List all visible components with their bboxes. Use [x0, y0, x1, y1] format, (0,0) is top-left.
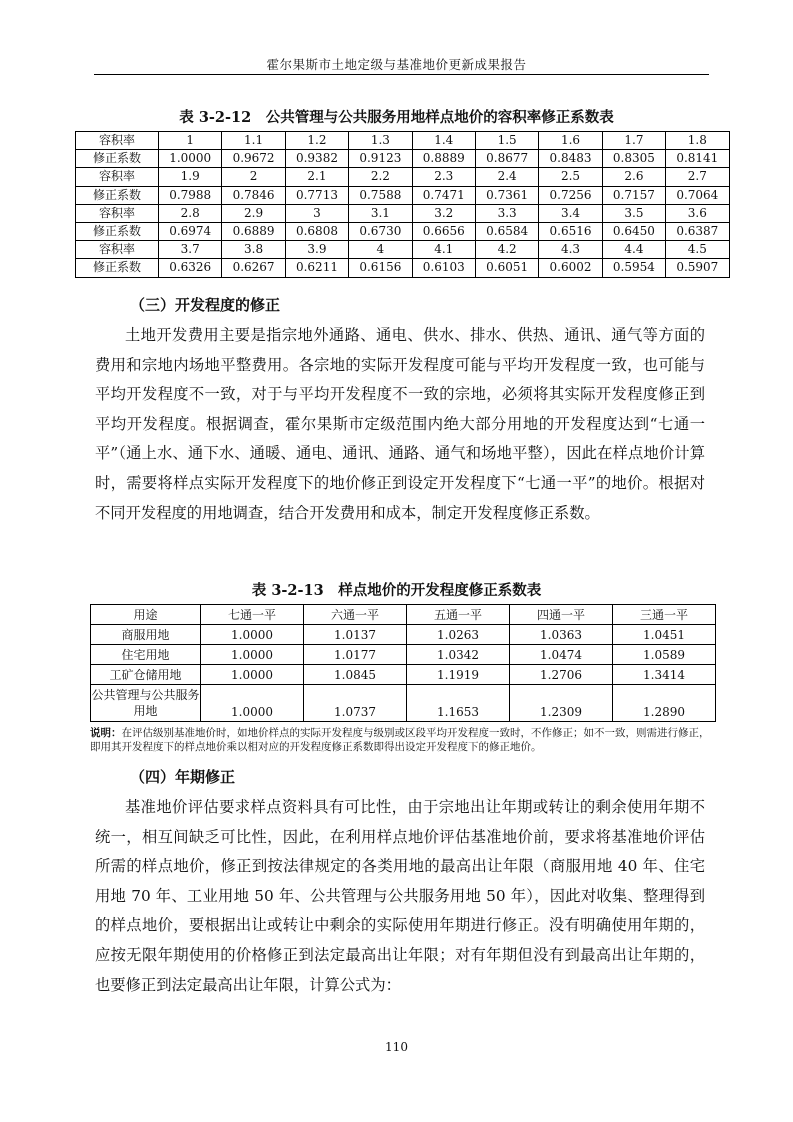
table-cell: 1.0845	[304, 665, 407, 685]
table-cell: 0.6051	[475, 259, 538, 277]
column-header: 五通一平	[407, 605, 510, 625]
table-cell: 0.7988	[159, 186, 222, 204]
section3-paragraph: 土地开发费用主要是指宗地外通路、通电、供水、排水、供热、通讯、通气等方面的费用和宗地内场地平整费用。各宗地的实际开发程度可能与平均开发程度一致，也可能与平均开发程度不一致，对于与平均开发程度不一致的宗地，必须将其实际开发程度修正到平均开发程度。根据调查，霍尔果斯市定级范围内绝大部分用地的开发程度达到“七通一平”（通上水、通下水、通暖、通电、通讯、通路、通气和场地平整），因此在样点地价计算时，需要将样点实际开发程度下的地价修正到设定开发程度下“七通一平”的地价。根据对不同开发程度的用地调查，结合开发费用和成本，制定开发程度修正系数。	[95, 326, 705, 522]
table-row	[91, 645, 716, 665]
table-cell: 1.0000	[201, 685, 304, 722]
table-cell: 0.6584	[475, 222, 538, 240]
table-cell: 1.0000	[201, 645, 304, 665]
table-cell: 1.4	[412, 132, 475, 150]
table-cell: 3	[285, 204, 348, 222]
table-cell: 2.9	[222, 204, 285, 222]
table-cell: 0.8677	[475, 150, 538, 168]
table-row	[76, 241, 730, 259]
table-cell: 0.6450	[602, 222, 665, 240]
table-cell: 4.1	[412, 241, 475, 259]
table-cell: 0.7588	[349, 186, 412, 204]
table-cell: 0.7361	[475, 186, 538, 204]
table-row	[76, 150, 730, 168]
table-cell: 2.1	[285, 168, 348, 186]
table-cell: 0.8141	[666, 150, 729, 168]
table-cell: 1.0737	[304, 685, 407, 722]
header-rule	[94, 74, 709, 75]
table-cell: 0.5907	[666, 259, 729, 277]
page-number: 110	[385, 1040, 408, 1054]
table-cell: 0.9672	[222, 150, 285, 168]
table-cell: 1.2706	[510, 665, 613, 685]
table-cell: 1.8	[666, 132, 729, 150]
table-cell: 1.6	[539, 132, 602, 150]
table-cell: 1.3414	[613, 665, 716, 685]
development-degree-table	[90, 604, 716, 722]
note-label: 说明：	[90, 727, 122, 739]
table-cell: 1.1	[222, 132, 285, 150]
table-cell: 1.0000	[201, 625, 304, 645]
table-row	[76, 168, 730, 186]
table-cell: 0.9382	[285, 150, 348, 168]
table-header-row	[91, 605, 716, 625]
table-cell: 3.2	[412, 204, 475, 222]
table-cell: 1.1919	[407, 665, 510, 685]
table-cell: 2.7	[666, 168, 729, 186]
table-cell: 1.0342	[407, 645, 510, 665]
table-cell: 3.8	[222, 241, 285, 259]
table-cell: 2.2	[349, 168, 412, 186]
table-cell: 0.7256	[539, 186, 602, 204]
column-header: 七通一平	[201, 605, 304, 625]
table-cell: 1.0263	[407, 625, 510, 645]
land-use-cell: 商服用地	[91, 625, 201, 645]
row-label-cell: 容积率	[76, 132, 159, 150]
land-use-cell: 住宅用地	[91, 645, 201, 665]
land-use-cell: 工矿仓储用地	[91, 665, 201, 685]
table-cell: 1.0000	[201, 665, 304, 685]
table-row	[76, 204, 730, 222]
table-cell: 3.6	[666, 204, 729, 222]
table-row	[91, 625, 716, 645]
table-cell: 1.0589	[613, 645, 716, 665]
table-cell: 0.6656	[412, 222, 475, 240]
column-header: 三通一平	[613, 605, 716, 625]
table-cell: 0.7846	[222, 186, 285, 204]
table-cell: 0.6730	[349, 222, 412, 240]
table-cell: 0.6267	[222, 259, 285, 277]
table-cell: 1	[159, 132, 222, 150]
table-cell: 3.7	[159, 241, 222, 259]
table-cell: 0.6974	[159, 222, 222, 240]
table-cell: 0.7064	[666, 186, 729, 204]
table-cell: 0.7713	[285, 186, 348, 204]
column-header: 六通一平	[304, 605, 407, 625]
table-cell: 4.2	[475, 241, 538, 259]
table2-caption: 表 3-2-13 样点地价的开发程度修正系数表	[251, 582, 542, 599]
table-cell: 0.5954	[602, 259, 665, 277]
table-cell: 0.6326	[159, 259, 222, 277]
table-cell: 0.8889	[412, 150, 475, 168]
table-cell: 2.3	[412, 168, 475, 186]
table-cell: 3.3	[475, 204, 538, 222]
table-cell: 0.8305	[602, 150, 665, 168]
table-row	[76, 222, 730, 240]
row-label-cell: 修正系数	[76, 186, 159, 204]
table-cell: 0.6889	[222, 222, 285, 240]
table-row	[91, 665, 716, 685]
table-cell: 0.6387	[666, 222, 729, 240]
table-cell: 1.1653	[407, 685, 510, 722]
table-cell: 1.5	[475, 132, 538, 150]
table-row	[76, 259, 730, 277]
section4-heading: （四）年期修正	[130, 768, 236, 786]
land-use-cell: 公共管理与公共服务用地	[91, 685, 201, 722]
row-label-cell: 容积率	[76, 168, 159, 186]
table-cell: 3.4	[539, 204, 602, 222]
table-cell: 2.8	[159, 204, 222, 222]
table-cell: 1.2	[285, 132, 348, 150]
table-cell: 1.0474	[510, 645, 613, 665]
table-cell: 4.5	[666, 241, 729, 259]
table-cell: 3.1	[349, 204, 412, 222]
far-correction-table	[75, 131, 730, 278]
row-label-cell: 容积率	[76, 241, 159, 259]
table-cell: 4.4	[602, 241, 665, 259]
table-cell: 2.4	[475, 168, 538, 186]
table-cell: 2.6	[602, 168, 665, 186]
table-row	[76, 132, 730, 150]
table-cell: 1.0137	[304, 625, 407, 645]
row-label-cell: 修正系数	[76, 259, 159, 277]
table-cell: 0.9123	[349, 150, 412, 168]
column-header: 四通一平	[510, 605, 613, 625]
table-cell: 1.2309	[510, 685, 613, 722]
page-header-title: 霍尔果斯市土地定级与基准地价更新成果报告	[266, 57, 527, 72]
table-cell: 0.8483	[539, 150, 602, 168]
table1-caption: 表 3-2-12 公共管理与公共服务用地样点地价的容积率修正系数表	[179, 109, 614, 126]
table-cell: 1.3	[349, 132, 412, 150]
row-label-cell: 修正系数	[76, 150, 159, 168]
section3-heading: （三）开发程度的修正	[130, 296, 281, 314]
table-cell: 0.7157	[602, 186, 665, 204]
table-cell: 4	[349, 241, 412, 259]
table-cell: 1.2890	[613, 685, 716, 722]
table-cell: 0.7471	[412, 186, 475, 204]
section4-paragraph: 基准地价评估要求样点资料具有可比性，由于宗地出让年期或转让的剩余使用年期不统一，相互间缺乏可比性，因此，在利用样点地价评估基准地价前，要求将基准地价评估所需的样点地价，修正到按法律规定的各类用地的最高出让年限（商服用地 40 年、住宅用地 70 年、工业用地 50 年、公共管理与公共服务用地 50 年），因此对收集、整理得到的样点地价，要根据出让或转让中剩余的实际使用年期进行修正。没有明确使用年期的，应按无限年期使用的价格修正到法定最高出让年限；对有年期但没有到最高出让年期的，也要修正到法定最高出让年限，计算公式为：	[95, 798, 705, 994]
row-label-cell: 容积率	[76, 204, 159, 222]
table-cell: 2.5	[539, 168, 602, 186]
table-cell: 3.9	[285, 241, 348, 259]
row-label-cell: 修正系数	[76, 222, 159, 240]
table2-note	[90, 727, 718, 754]
table-cell: 1.0451	[613, 625, 716, 645]
table-cell: 0.6808	[285, 222, 348, 240]
note-text: 在评估级别基准地价时，如地价样点的实际开发程度与级别或区段平均开发程度一致时，不作修正；如不一致，则需进行修正，即用其开发程度下的样点地价乘以相对应的开发程度修正系数即得出设定开发程度下的修正地价。	[90, 727, 710, 753]
table-cell: 1.0177	[304, 645, 407, 665]
table-cell: 1.0000	[159, 150, 222, 168]
table-cell: 1.9	[159, 168, 222, 186]
table-cell: 2	[222, 168, 285, 186]
table-row	[91, 685, 716, 722]
table-cell: 0.6156	[349, 259, 412, 277]
column-header: 用途	[91, 605, 201, 625]
table-cell: 4.3	[539, 241, 602, 259]
table-cell: 1.7	[602, 132, 665, 150]
table-row	[76, 186, 730, 204]
table-cell: 0.6002	[539, 259, 602, 277]
table-cell: 1.0363	[510, 625, 613, 645]
table-cell: 0.6516	[539, 222, 602, 240]
table-cell: 3.5	[602, 204, 665, 222]
table-cell: 0.6211	[285, 259, 348, 277]
table-cell: 0.6103	[412, 259, 475, 277]
